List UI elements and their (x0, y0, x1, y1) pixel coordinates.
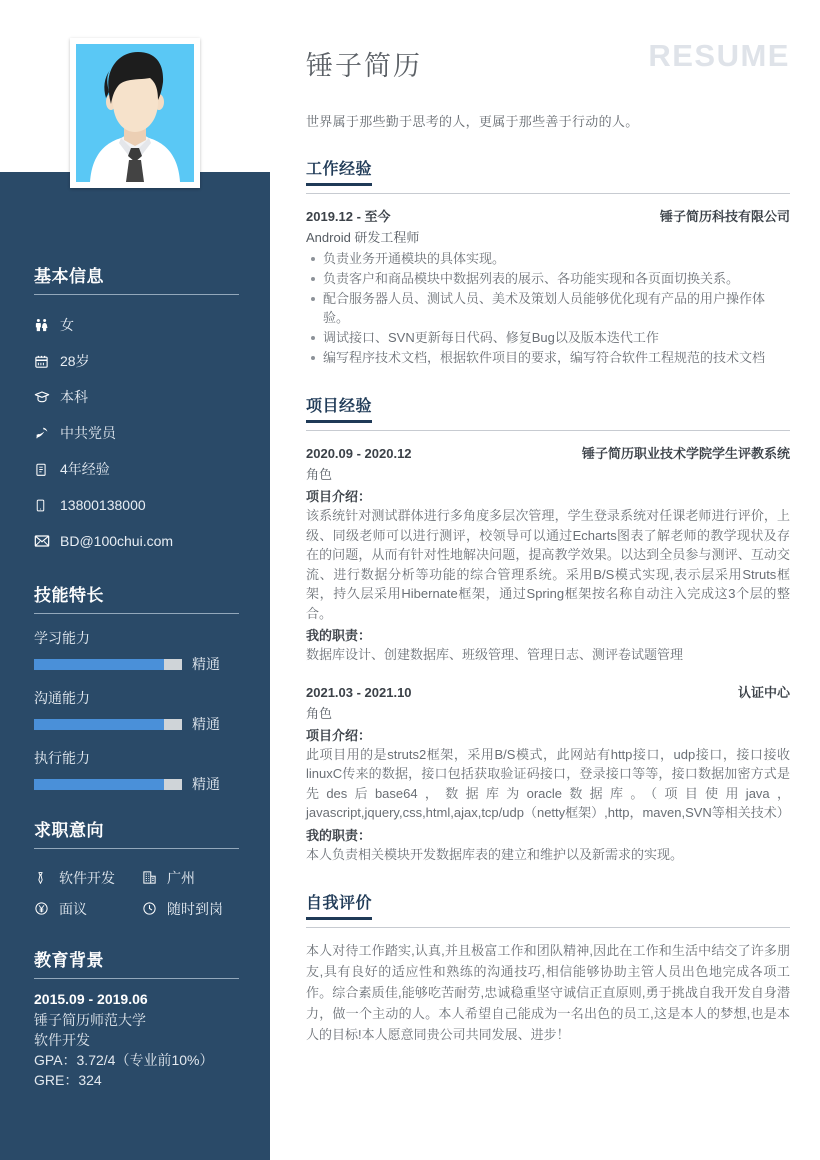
info-item-political (34, 415, 239, 451)
work-heading: 工作经验 (306, 156, 372, 186)
intent-city-text: 广州 (167, 869, 195, 886)
info-item-experience (34, 451, 239, 487)
skill-name: 沟通能力 (34, 690, 90, 706)
project-entry-head (306, 443, 790, 462)
skill-item (34, 628, 239, 674)
work-role: Android 研发工程师 (306, 230, 420, 245)
education-major: 软件开发 (34, 1032, 90, 1048)
project-role: 角色 (306, 467, 333, 482)
project-duty-label: 我的职责： (306, 827, 372, 843)
education-date: 2015.09 - 2019.06 (34, 991, 148, 1007)
section-work-experience (306, 156, 790, 367)
info-item-phone-text: 13800138000 (60, 497, 146, 513)
info-item-gender (34, 307, 239, 343)
graduation-cap-icon (34, 389, 60, 405)
work-bullet: 调试接口、SVN更新每日代码、修复Bug以及版本迭代工作 (323, 328, 790, 347)
work-bullet: 负责业务开通模块的具体实现。 (323, 249, 790, 268)
intent-availability-text: 随时到岗 (167, 900, 223, 917)
info-item-gender-text: 女 (60, 317, 74, 333)
page-title: 锤子简历 (306, 51, 422, 81)
project-entry (306, 682, 790, 865)
info-item-political-text: 中共党员 (60, 425, 116, 441)
yen-circle-icon (34, 901, 59, 916)
intent-item-city (142, 862, 239, 893)
work-bullets (306, 249, 790, 367)
section-job-intention (34, 816, 239, 924)
section-education (34, 946, 239, 1090)
education-gpa: GPA：3.72/4（专业前10%） (34, 1052, 214, 1068)
gender-icon (34, 318, 60, 333)
work-entry (306, 206, 790, 367)
envelope-icon (34, 534, 60, 548)
intent-item-availability (142, 893, 239, 924)
evaluation-text: 本人对待工作踏实,认真,并且极富工作和团队精神,因此在工作和生活中结交了许多朋友,具有良好的适应性和熟练的沟通技巧,相信能够协助主管人员出色地完成各项工作。综合素质佳,能够吃苦耐劳,忠诚稳重坚守诚信正直原则,勇于挑战自我开发自身潜力，做一个主动的人。本人希望自己能成为一名出色的员工,这是本人的梦想,也是本人的目标!本人愿意同贵公司共同发展、进步！ (306, 943, 790, 1042)
work-date: 2019.12 - 至今 (306, 209, 391, 224)
skills-heading: 技能特长 (34, 581, 239, 614)
resume-watermark: RESUME (648, 38, 790, 73)
project-intro-text: 此项目用的是struts2框架，采用B/S模式，此网站有http接口，udp接口，接口接收linuxC传来的数据，接口包括获取验证码接口，登录接口等等，接口数据加密方式是先des后base64，数据库为oracle数据库。（项目使用java，javascript,jquery,css,html,ajax,tcp/udp（netty框架）,http，maven,SVN等相关技术） (306, 746, 790, 820)
skill-progress-track (34, 719, 182, 730)
info-item-phone (34, 487, 239, 523)
main-content (306, 0, 790, 1058)
info-item-age (34, 343, 239, 379)
section-skills (34, 581, 239, 794)
project-title-wrap (306, 393, 790, 431)
skill-progress-fill (34, 719, 164, 730)
skill-item (34, 748, 239, 794)
skill-item (34, 688, 239, 734)
project-date: 2020.09 - 2020.12 (306, 446, 412, 461)
project-intro-text: 该系统针对测试群体进行多角度多层次管理，学生登录系统对任课老师进行评价，上级、同级老师可以进行测评，校领导可以通过Echarts图表了解老师的教学现状及存在的问题，从而有针对性地解决问题，提高教学效果。以达到全员参与测评、互动交流、进行数据分析等功能的综合管理系统。采用B/S模式实现,表示层采用Struts框架，持久层采用Hibernate框架，通过Spring框架按名称自动注入完成这3个层的整合。 (306, 508, 790, 621)
info-item-email-text: BD@100chui.com (60, 533, 174, 549)
work-bullet: 配合服务器人员、测试人员、美术及策划人员能够优化现有产品的用户操作体验。 (323, 289, 790, 327)
building-icon (142, 870, 167, 885)
intent-item-position (34, 862, 142, 893)
project-title: 锤子简历职业技术学院学生评教系统 (581, 446, 790, 461)
info-item-experience-text: 4年经验 (60, 461, 110, 477)
project-duty-text: 数据库设计、创建数据库、班级管理、管理日志、测评卷试题管理 (306, 647, 684, 662)
skill-progress-fill (34, 659, 164, 670)
tie-icon (34, 870, 59, 886)
intent-salary-text: 面议 (59, 900, 87, 917)
evaluation-title-wrap (306, 890, 790, 928)
info-item-email (34, 523, 239, 559)
info-item-degree (34, 379, 239, 415)
phone-icon (34, 498, 60, 513)
project-heading: 项目经验 (306, 393, 372, 423)
avatar (70, 38, 200, 188)
work-bullet: 负责客户和商品模块中数据列表的展示、各功能实现和各页面切换关系。 (323, 269, 790, 288)
intent-item-salary (34, 893, 142, 924)
resume-header (306, 0, 790, 96)
person-illustration-icon (76, 44, 194, 182)
info-item-age-text: 28岁 (60, 353, 90, 369)
project-intro-label: 项目介绍： (306, 489, 372, 504)
skill-name: 执行能力 (34, 750, 90, 766)
work-entry-head (306, 206, 790, 225)
party-emblem-icon (34, 425, 60, 441)
job-intention-heading: 求职意向 (34, 816, 239, 849)
skill-level-label: 精通 (192, 656, 220, 672)
skill-progress-track (34, 659, 182, 670)
evaluation-heading: 自我评价 (306, 890, 372, 920)
education-gre: GRE：324 (34, 1072, 102, 1088)
project-entry (306, 443, 790, 665)
intent-position-text: 软件开发 (59, 869, 115, 886)
avatar-image (76, 44, 194, 182)
project-date: 2021.03 - 2021.10 (306, 684, 412, 700)
project-entry-head (306, 682, 790, 701)
basic-info-heading: 基本信息 (34, 262, 239, 295)
work-company: 锤子简历科技有限公司 (659, 209, 790, 224)
calendar-icon (34, 354, 60, 369)
clock-icon (142, 901, 167, 916)
education-heading: 教育背景 (34, 946, 239, 979)
job-intention-list (34, 862, 239, 924)
skill-name: 学习能力 (34, 630, 90, 646)
project-duty-text: 本人负责相关模块开发数据库表的建立和维护以及新需求的实现。 (306, 846, 684, 862)
project-title: 认证中心 (737, 684, 790, 700)
basic-info-list (34, 307, 239, 559)
skill-level-label: 精通 (192, 776, 220, 792)
clipboard-icon (34, 462, 60, 477)
section-project-experience (306, 393, 790, 864)
tagline: 世界属于那些勤于思考的人，更属于那些善于行动的人。 (306, 114, 639, 129)
work-bullet: 编写程序技术文档，根据软件项目的要求，编写符合软件工程规范的技术文档 (323, 348, 790, 367)
project-role: 角色 (306, 705, 333, 721)
skill-progress-fill (34, 779, 164, 790)
skills-list (34, 628, 239, 794)
education-school: 锤子简历师范大学 (34, 1012, 146, 1028)
skill-level-label: 精通 (192, 716, 220, 732)
skill-progress-track (34, 779, 182, 790)
education-entry (34, 991, 239, 1090)
project-intro-label: 项目介绍： (306, 727, 372, 743)
section-basic-info (34, 262, 239, 559)
work-title-wrap (306, 156, 790, 194)
info-item-degree-text: 本科 (60, 389, 88, 405)
project-duty-label: 我的职责： (306, 628, 372, 643)
section-self-evaluation (306, 890, 790, 1045)
